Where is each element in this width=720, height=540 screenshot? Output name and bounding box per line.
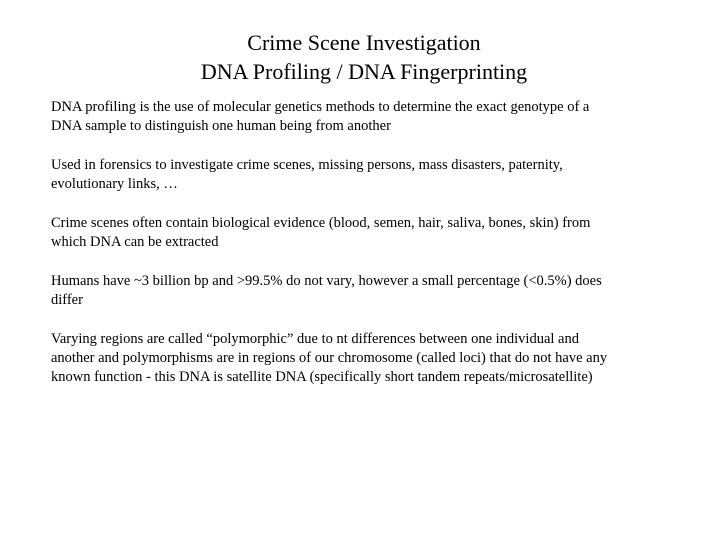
paragraph-line: another and polymorphisms are in regions of our chromosome (called loci) that do not have any [51, 350, 608, 366]
slide-body [51, 98, 671, 407]
paragraph-definition [51, 98, 671, 136]
paragraph-uses [51, 156, 671, 194]
paragraph-line: which DNA can be extracted [51, 234, 219, 250]
title-line-1: Crime Scene Investigation [247, 30, 481, 55]
paragraph-line: Used in forensics to investigate crime scenes, missing persons, mass disasters, paternity, [51, 157, 563, 173]
paragraph-line: DNA profiling is the use of molecular genetics methods to determine the exact genotype of a [51, 99, 590, 115]
paragraph-line: differ [51, 292, 83, 308]
paragraph-line: DNA sample to distinguish one human being from another [51, 118, 391, 134]
paragraph-variation [51, 272, 671, 310]
paragraph-line: Varying regions are called “polymorphic” due to nt differences between one individual and [51, 331, 579, 347]
title-line-2: DNA Profiling / DNA Fingerprinting [200, 59, 528, 84]
paragraph-line: evolutionary links, … [51, 176, 178, 192]
paragraph-evidence [51, 214, 671, 252]
paragraph-line: known function - this DNA is satellite DNA (specifically short tandem repeats/microsatellite) [51, 369, 593, 385]
paragraph-polymorphic [51, 330, 671, 387]
paragraph-line: Crime scenes often contain biological evidence (blood, semen, hair, saliva, bones, skin) from [51, 215, 591, 231]
paragraph-line: Humans have ~3 billion bp and >99.5% do not vary, however a small percentage (<0.5%) does [51, 273, 602, 289]
slide-title [0, 28, 720, 86]
